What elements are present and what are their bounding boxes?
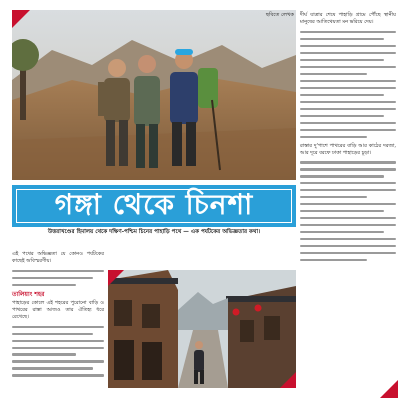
right-column bbox=[300, 12, 396, 266]
right-para-1: দীর্ঘ যাত্রার শেষে পাহাড়ি গ্রামে পৌঁছে স্থানীয় মানুষের আতিথেয়তা মন ভরিয়ে দেয়। bbox=[300, 12, 396, 25]
lede-text: উত্তরাখণ্ডের হিমালয় থেকে দক্ষিণ-পশ্চিম চিনের পাহাড়ি পথে — এক পর্যটকের অভিজ্ঞতার কথা। bbox=[47, 229, 261, 235]
corner-accent-photo2-bottom bbox=[280, 372, 296, 388]
section-subhead: তালিয়াং শহর bbox=[12, 290, 45, 298]
right-para-2: রাস্তার দু'পাশে পাথরের বাড়ি আর কাঠের দরজা, আর দূরে বরফে ঢাকা পাহাড়ের চূড়া। bbox=[300, 142, 396, 156]
right-filler-2 bbox=[300, 161, 396, 261]
headline-title: গঙ্গা থেকে চিনশা bbox=[54, 187, 254, 221]
left-column bbox=[12, 251, 104, 381]
street-photo bbox=[108, 270, 296, 388]
left-para: পাহাড়ের কোলে এই শহরের পুরোনো বাড়ি ও পাথরের রাস্তা আজও তার ঐতিহ্য ধরে রেখেছে। bbox=[12, 299, 104, 320]
photo-caption: ছবিতে লেখক bbox=[265, 12, 294, 18]
corner-accent-top-left bbox=[12, 10, 30, 28]
corner-accent-bottom-right bbox=[380, 380, 398, 398]
left-filler-1 bbox=[12, 270, 104, 286]
right-filler-1 bbox=[300, 31, 396, 138]
headline-band bbox=[12, 185, 296, 227]
trekkers-photo bbox=[12, 10, 296, 180]
left-intro: এই পথের অভিজ্ঞতা যে কোনও পর্যটকের কাছেই অবিস্মরণীয়। bbox=[12, 251, 104, 264]
corner-accent-photo2 bbox=[108, 270, 124, 286]
left-filler-2 bbox=[12, 326, 104, 377]
